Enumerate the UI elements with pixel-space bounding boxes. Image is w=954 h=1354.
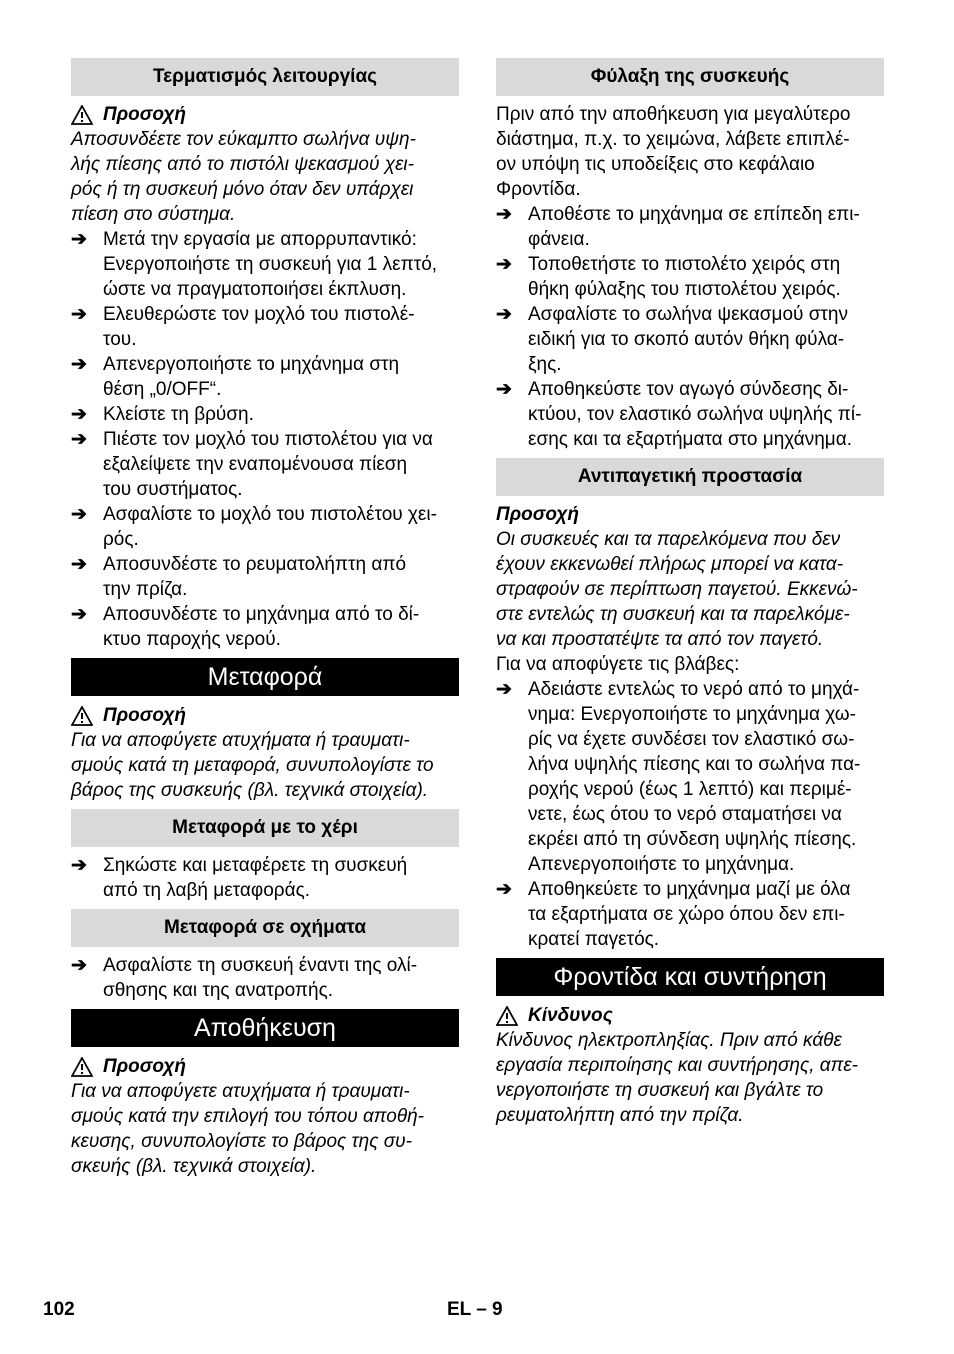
list-item: ➔ Αποσυνδέστε το ρευματολήπτη από την πρίζα. xyxy=(71,554,407,600)
warning-text: Οι συσκευές και τα παρελκόμενα που δεν έχουν εκκενωθεί πλήρως μπορεί να κατα- στραφούν σε περίπτωση παγετού. Εκκενώ- στε εντελώς τη συσκευή και τα παρελκόμε- να και προστατέψτε τα από τον παγετό. xyxy=(496,529,858,650)
list-item: ➔ Αποθηκεύετε το μηχάνημα μαζί με όλα τα εξαρτήματα σε χώρο όπου δεν επι- κρατεί παγετός. xyxy=(496,879,851,950)
arrow-right-icon: ➔ xyxy=(496,679,512,700)
list-item: ➔ Πιέστε τον μοχλό του πιστολέτου για να εξαλείψετε την εναπομένουσα πίεση του συστήματος. xyxy=(71,429,433,500)
arrow-right-icon: ➔ xyxy=(496,254,512,275)
list-item: ➔ Μετά την εργασία με απορρυπαντικό: Ενεργοποιήστε τη συσκευή για 1 λεπτό, ώστε να πραγματοποιήσει έκπλυση. xyxy=(71,229,438,300)
warning-title: Κίνδυνος xyxy=(496,1003,884,1028)
list-item: ➔ Σηκώστε και μεταφέρετε τη συσκευή από τη λαβή μεταφοράς. xyxy=(71,855,408,901)
language-page-label: EL – 9 xyxy=(447,1299,503,1320)
chapter-heading: Μεταφορά xyxy=(71,658,459,696)
arrow-right-icon: ➔ xyxy=(71,304,87,325)
arrow-right-icon: ➔ xyxy=(71,855,87,876)
list-item: ➔ Αποσυνδέστε το μηχάνημα από το δί- κτυο παροχής νερού. xyxy=(71,604,420,650)
list-item: ➔ Ελευθερώστε τον μοχλό του πιστολέ- του. xyxy=(71,304,415,350)
arrow-right-icon: ➔ xyxy=(496,379,512,400)
section-heading: Μεταφορά με το χέρι xyxy=(71,809,459,847)
list-item: ➔ Κλείστε τη βρύση. xyxy=(71,404,254,425)
list-item: ➔ Αποθηκεύστε τον αγωγό σύνδεσης δι- κτύου, τον ελαστικό σωλήνα υψηλής πί- εσης και τα εξαρτήματα στο μηχάνημα. xyxy=(496,379,862,450)
chapter-heading: Αποθήκευση xyxy=(71,1009,459,1047)
warning-text: Κίνδυνος ηλεκτροπληξίας. Πριν από κάθε εργασία περιποίησης και συντήρησης, απε- νεργοποιήστε τη συσκευή και βγάλτε το ρευματολήπτη από την πρίζα. xyxy=(496,1030,859,1126)
arrow-right-icon: ➔ xyxy=(71,604,87,625)
arrow-right-icon: ➔ xyxy=(496,304,512,325)
arrow-right-icon: ➔ xyxy=(496,879,512,900)
section-heading: Τερματισμός λειτουργίας xyxy=(71,58,459,96)
warning-title: Προσοχή xyxy=(71,102,459,127)
warning-triangle-icon xyxy=(496,1006,518,1026)
intro-text: Πριν από την αποθήκευση για μεγαλύτερο διάστημα, π.χ. το χειμώνα, λάβετε επιπλέ- ον υπόψη τις υποδείξεις στο κεφάλαιο Φροντίδα. xyxy=(496,104,851,200)
arrow-right-icon: ➔ xyxy=(496,204,512,225)
list-item: ➔ Αδειάστε εντελώς το νερό από το μηχά- νημα: Ενεργοποιήστε το μηχάνημα χω- ρίς να έχετε συνδέσει τον ελαστικό σω- λήνα υψηλής πίεσης και το σωλήνα πα- ροχής νερού (έως 1 λεπτό) και περιμέ- νετε, έως ότου το νερό σταματήσει να εκρέει από τη σύνδεση υψηλής πίεσης. Απενεργοποιήστε το μηχάνημα. xyxy=(496,679,861,875)
arrow-right-icon: ➔ xyxy=(71,429,87,450)
list-item: ➔ Ασφαλίστε τη συσκευή έναντι της ολί- σθησης και της ανατροπής. xyxy=(71,955,418,1001)
right-column xyxy=(496,58,884,1128)
list-item: ➔ Τοποθετήστε το πιστολέτο χειρός στη θήκη φύλαξης του πιστολέτου χειρός. xyxy=(496,254,841,300)
warning-title: Προσοχή xyxy=(496,504,580,525)
arrow-right-icon: ➔ xyxy=(71,354,87,375)
intro-text: Για να αποφύγετε τις βλάβες: xyxy=(496,654,740,675)
warning-triangle-icon xyxy=(71,105,93,125)
warning-text: Για να αποφύγετε ατυχήματα ή τραυματι- σμούς κατά τη μεταφορά, συνυπολογίστε το βάρος της συσκευής (βλ. τεχνικά στοιχεία). xyxy=(71,730,434,801)
section-heading: Φύλαξη της συσκευής xyxy=(496,58,884,96)
list-item: ➔ Ασφαλίστε το μοχλό του πιστολέτου χει- ρός. xyxy=(71,504,437,550)
section-heading: Αντιπαγετική προστασία xyxy=(496,458,884,496)
warning-triangle-icon xyxy=(71,1057,93,1077)
section-heading: Μεταφορά σε οχήματα xyxy=(71,909,459,947)
left-column xyxy=(71,58,459,1179)
chapter-heading: Φροντίδα και συντήρηση xyxy=(496,958,884,996)
warning-text: Αποσυνδέετε τον εύκαμπτο σωλήνα υψη- λής πίεσης από το πιστόλι ψεκασμού χει- ρός ή τη συσκευή μόνο όταν δεν υπάρχει πίεση στο σύστημα. xyxy=(71,129,416,225)
warning-text: Για να αποφύγετε ατυχήματα ή τραυματι- σμούς κατά την επιλογή του τόπου αποθή- κευσης, συνυπολογίστε το βάρος της συ- σκευής (βλ. τεχνικά στοιχεία). xyxy=(71,1081,425,1177)
arrow-right-icon: ➔ xyxy=(71,955,87,976)
page-number: 102 xyxy=(43,1299,75,1320)
warning-triangle-icon xyxy=(71,706,93,726)
arrow-right-icon: ➔ xyxy=(71,504,87,525)
arrow-right-icon: ➔ xyxy=(71,554,87,575)
warning-title: Προσοχή xyxy=(71,703,459,728)
arrow-right-icon: ➔ xyxy=(71,404,87,425)
list-item: ➔ Απενεργοποιήστε το μηχάνημα στη θέση „0/OFF“. xyxy=(71,354,400,400)
list-item: ➔ Ασφαλίστε το σωλήνα ψεκασμού στην ειδική για το σκοπό αυτόν θήκη φύλα- ξης. xyxy=(496,304,848,375)
warning-title: Προσοχή xyxy=(71,1054,459,1079)
arrow-right-icon: ➔ xyxy=(71,229,87,250)
list-item: ➔ Αποθέστε το μηχάνημα σε επίπεδη επι- φάνεια. xyxy=(496,204,860,250)
